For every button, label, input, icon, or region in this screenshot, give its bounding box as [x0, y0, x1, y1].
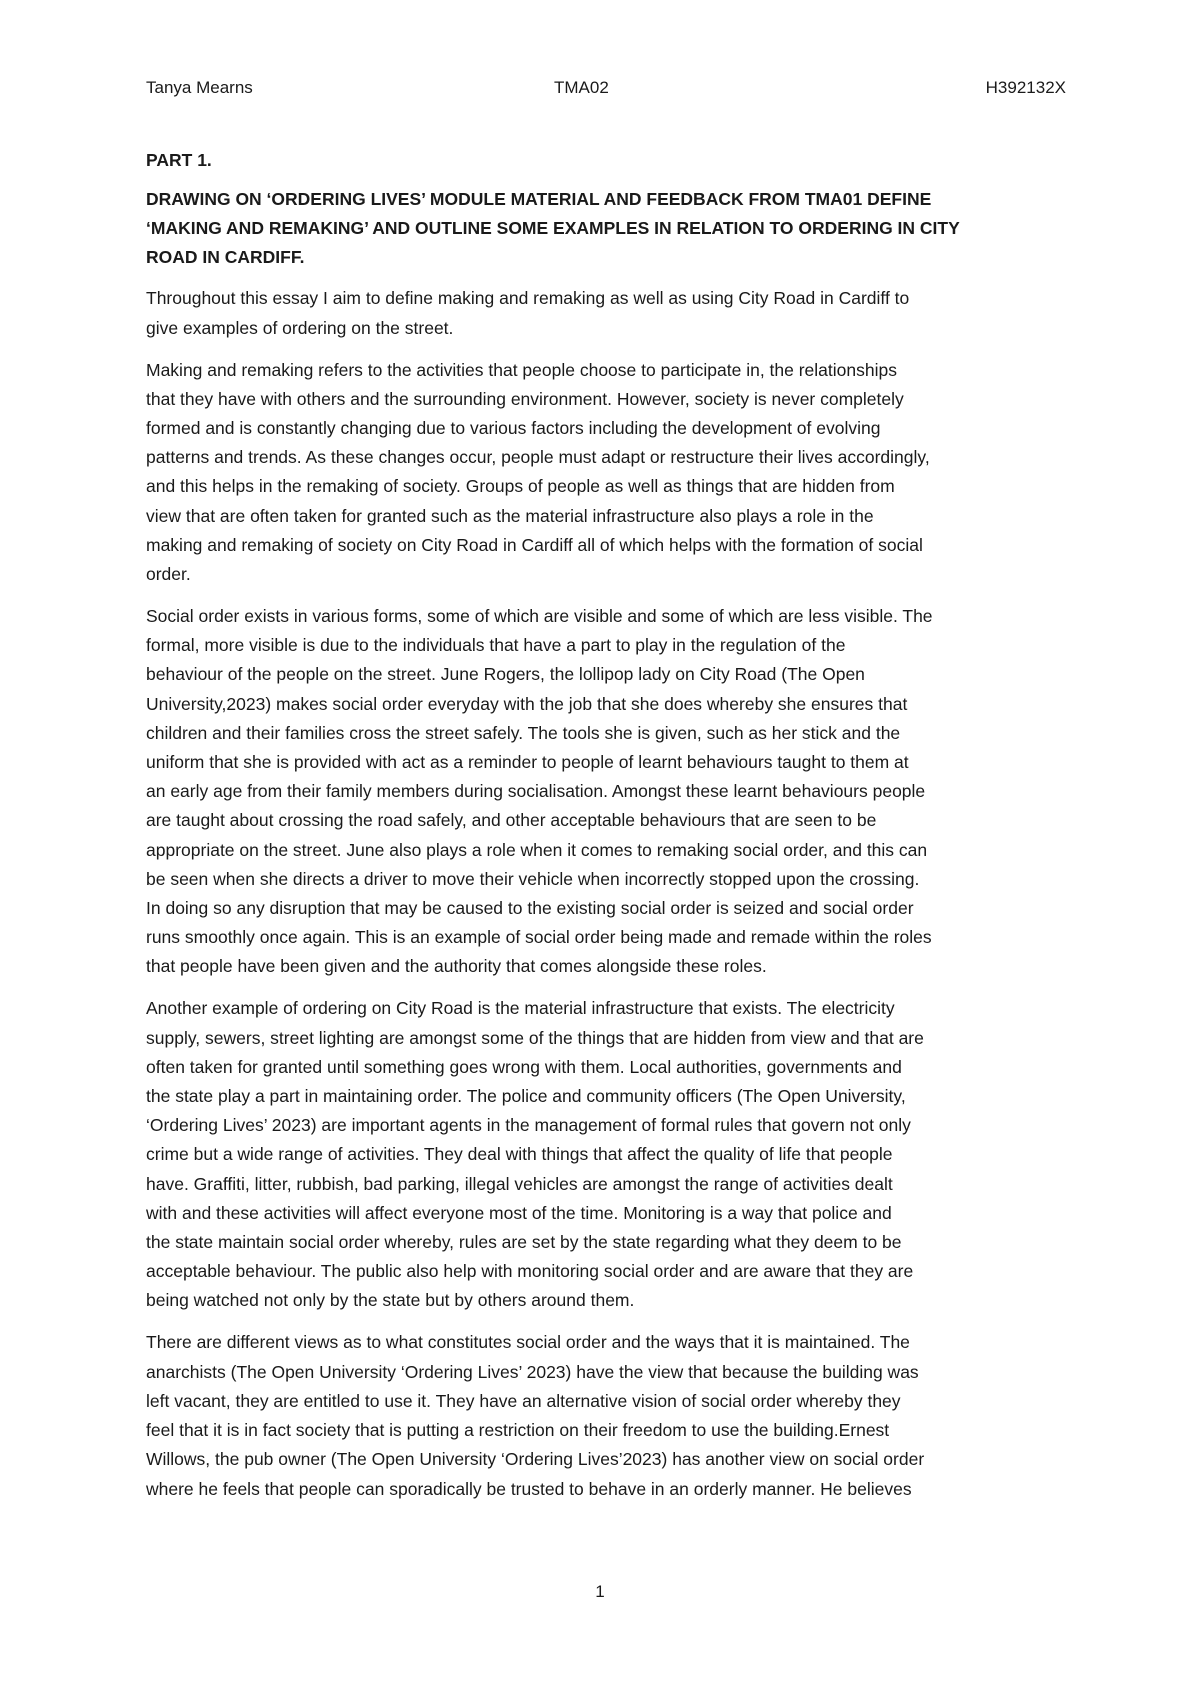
header-module-code: TMA02 [554, 78, 609, 97]
text-line: the state play a part in maintaining order. The police and community officers (The Open University, [146, 1086, 906, 1107]
text-line: give examples of ordering on the street. [146, 317, 454, 338]
header-student-id: H392132X [985, 78, 1066, 97]
text-line: ‘Ordering Lives’ 2023) are important agents in the management of formal rules that govern not only [146, 1115, 911, 1136]
question-line: DRAWING ON ‘ORDERING LIVES’ MODULE MATERIAL AND FEEDBACK FROM TMA01 DEFINE [146, 189, 932, 209]
question-line: ROAD IN CARDIFF. [146, 246, 305, 267]
text-line: feel that it is in fact society that is putting a restriction on their freedom to use the building.Ernest [146, 1420, 890, 1441]
text-line: with and these activities will affect everyone most of the time. Monitoring is a way that police and [146, 1202, 892, 1223]
text-line: be seen when she directs a driver to move their vehicle when incorrectly stopped upon the crossing. [146, 868, 920, 889]
document-body [146, 148, 1066, 1517]
text-line: Social order exists in various forms, some of which are visible and some of which are less visible. The [146, 606, 933, 627]
text-line: Another example of ordering on City Road is the material infrastructure that exists. The electricity [146, 998, 895, 1019]
text-line: uniform that she is provided with act as a reminder to people of learnt behaviours taught to them at [146, 752, 909, 773]
text-line: patterns and trends. As these changes occur, people must adapt or restructure their lives accordingly, [146, 447, 930, 468]
text-line: appropriate on the street. June also plays a role when it comes to remaking social order, and this can [146, 839, 928, 860]
text-line: formal, more visible is due to the individuals that have a part to play in the regulation of the [146, 635, 846, 656]
text-line: There are different views as to what constitutes social order and the ways that it is maintained. The [146, 1332, 910, 1353]
text-line: view that are often taken for granted such as the material infrastructure also plays a role in the [146, 505, 874, 526]
paragraph-infrastructure [146, 994, 1066, 1315]
text-line: the state maintain social order whereby, rules are set by the state regarding what they deem to be [146, 1232, 902, 1253]
text-line: Throughout this essay I aim to define making and remaking as well as using City Road in Cardiff to [146, 288, 910, 309]
text-line: left vacant, they are entitled to use it. They have an alternative vision of social order whereby they [146, 1390, 901, 1411]
text-line: making and remaking of society on City Road in Cardiff all of which helps with the formation of social [146, 534, 923, 555]
text-line: supply, sewers, street lighting are amongst some of the things that are hidden from view and that are [146, 1027, 924, 1048]
page-number: 1 [595, 1582, 605, 1601]
paragraph-social-order [146, 602, 1066, 982]
text-line: runs smoothly once again. This is an example of social order being made and remade within the roles [146, 927, 932, 948]
paragraph-views [146, 1328, 1066, 1503]
text-line: are taught about crossing the road safely, and other acceptable behaviours that are seen to be [146, 810, 877, 831]
page-header [146, 76, 1066, 100]
text-line: crime but a wide range of activities. They deal with things that affect the quality of life that people [146, 1144, 893, 1165]
question-heading [146, 185, 1066, 271]
text-line: Making and remaking refers to the activities that people choose to participate in, the relationships [146, 359, 897, 380]
text-line: children and their families cross the street safely. The tools she is given, such as her stick and the [146, 722, 901, 743]
text-line: behaviour of the people on the street. June Rogers, the lollipop lady on City Road (The Open [146, 664, 865, 685]
paragraph-making-remaking [146, 356, 1066, 590]
text-line: and this helps in the remaking of society. Groups of people as well as things that are hidden from [146, 476, 895, 497]
text-line: often taken for granted until something goes wrong with them. Local authorities, governments and [146, 1056, 902, 1077]
text-line: where he feels that people can sporadically be trusted to behave in an orderly manner. He believes [146, 1478, 912, 1499]
text-line: order. [146, 564, 191, 585]
header-author: Tanya Mearns [146, 78, 253, 97]
text-line: formed and is constantly changing due to various factors including the development of evolving [146, 418, 881, 438]
text-line: Willows, the pub owner (The Open University ‘Ordering Lives’2023) has another view on social order [146, 1449, 925, 1470]
paragraph-intro [146, 284, 1066, 342]
text-line: being watched not only by the state but by others around them. [146, 1290, 635, 1311]
text-line: an early age from their family members during socialisation. Amongst these learnt behaviours people [146, 781, 926, 802]
text-line: that people have been given and the authority that comes alongside these roles. [146, 956, 767, 977]
question-line: ‘MAKING AND REMAKING’ AND OUTLINE SOME EXAMPLES IN RELATION TO ORDERING IN CITY [146, 217, 960, 238]
text-line: have. Graffiti, litter, rubbish, bad parking, illegal vehicles are amongst the range of activities dealt [146, 1173, 893, 1194]
text-line: anarchists (The Open University ‘Ordering Lives’ 2023) have the view that because the building was [146, 1361, 919, 1382]
text-line: In doing so any disruption that may be caused to the existing social order is seized and social order [146, 898, 914, 919]
text-line: University,2023) makes social order everyday with the job that she does whereby she ensures that [146, 693, 908, 714]
text-line: that they have with others and the surrounding environment. However, society is never completely [146, 388, 904, 409]
text-line: acceptable behaviour. The public also help with monitoring social order and are aware that they are [146, 1261, 914, 1282]
part-heading: PART 1. [146, 150, 212, 170]
